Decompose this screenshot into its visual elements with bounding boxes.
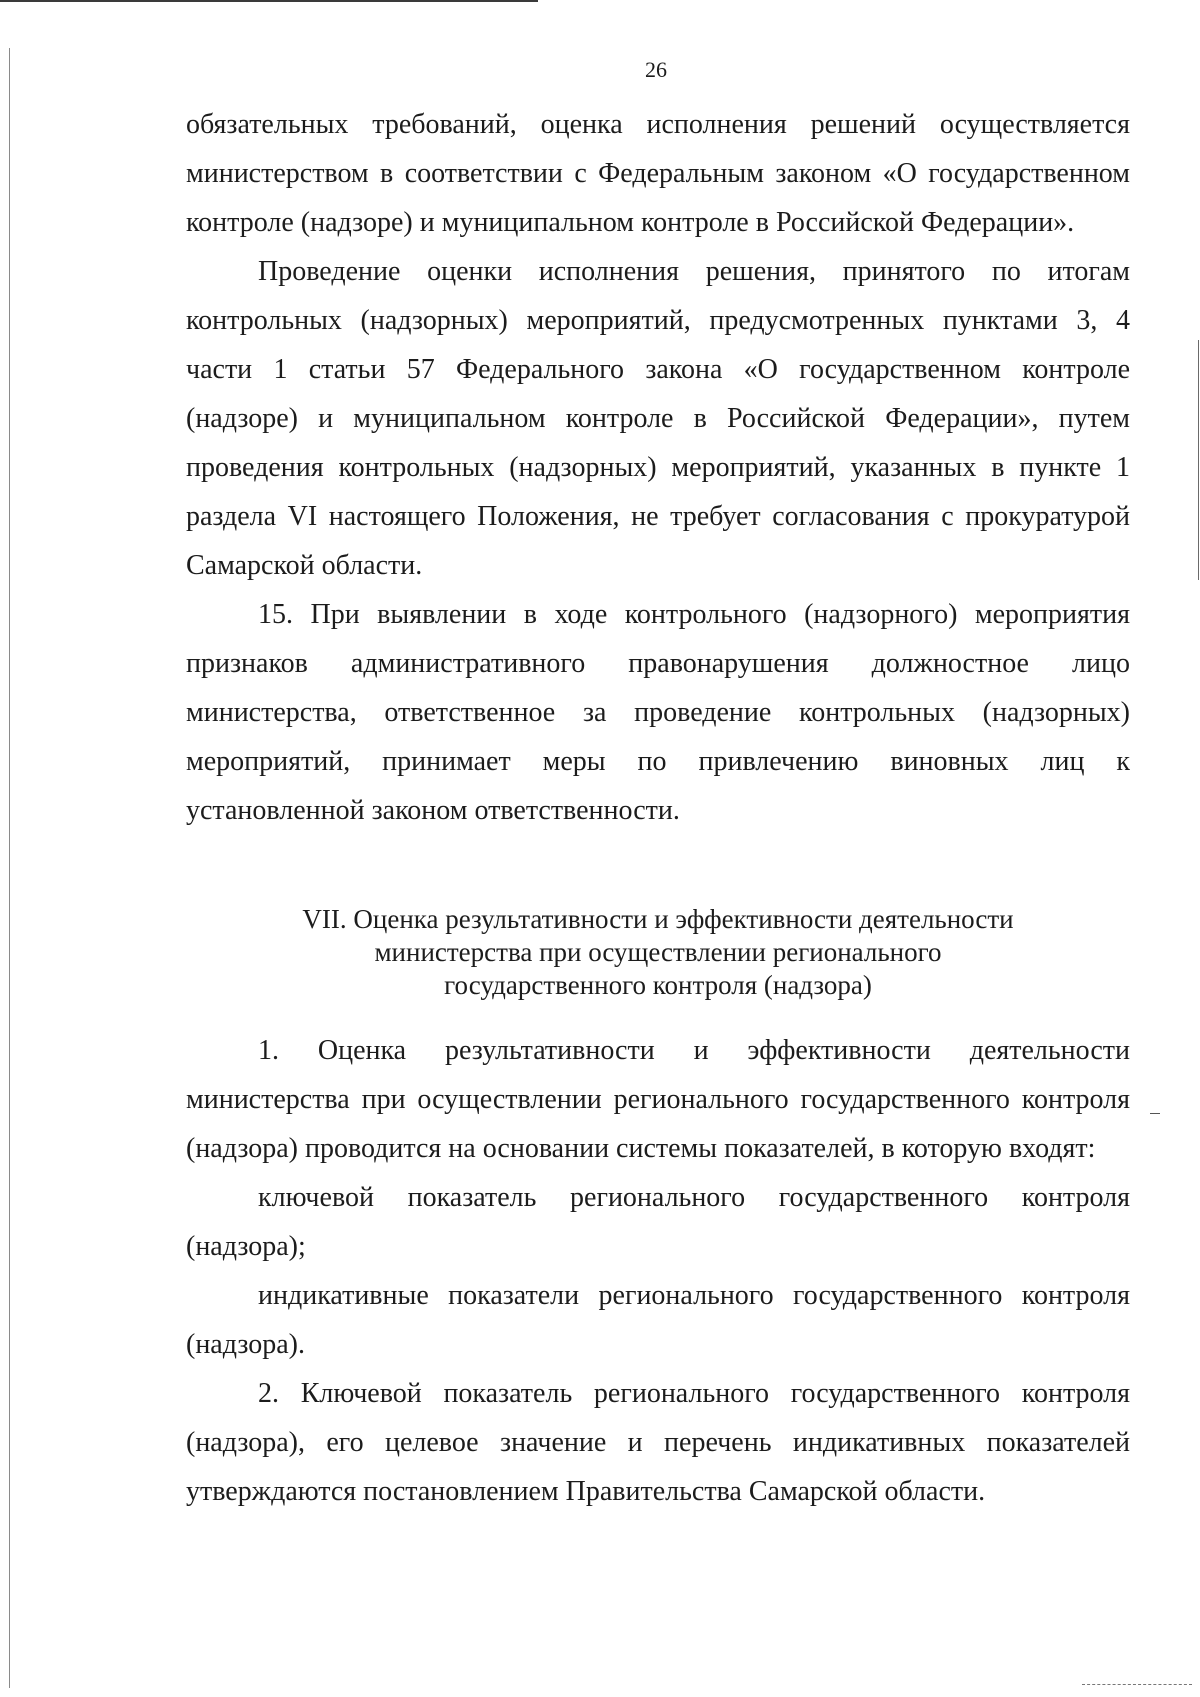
paragraph-item-15: 15. При выявлении в ходе контрольного (надзорного) мероприятия признаков административного правонарушения должностное лицо министерства, ответственное за проведение контрольных (надзорных) мероприятий, принимает меры по привлечению виновных лиц к установленной законом ответственности. <box>186 599 1130 826</box>
paragraph-item-1: 1. Оценка результативности и эффективности деятельности министерства при осуществлении регионального государственного контроля (надзора) проводится на основании системы показателей, в которую входят: <box>186 1035 1130 1164</box>
scan-edge-right <box>1198 340 1199 580</box>
paragraph-assessment: Проведение оценки исполнения решения, принятого по итогам контрольных (надзорных) мероприятий, предусмотренных пунктами 3, 4 части 1 статьи 57 Федерального закона «О государственном контроле (надзоре) и муниципальном контроле в Российской Федерации», путем проведения контрольных (надзорных) мероприятий, указанных в пункте 1 раздела VI настоящего Положения, не требует согласования с прокуратурой Самарской области. <box>186 256 1130 581</box>
section-heading <box>186 903 1130 1002</box>
page-number: 26 <box>645 57 667 82</box>
paragraph-key-indicator: ключевой показатель регионального государственного контроля (надзора); <box>186 1182 1130 1262</box>
paragraph-item-2: 2. Ключевой показатель регионального государственного контроля (надзора), его целевое значение и перечень индикативных показателей утверждаются постановлением Правительства Самарской области. <box>186 1378 1130 1507</box>
paragraph-continuation: обязательных требований, оценка исполнения решений осуществляется министерством в соответствии с Федеральным законом «О государственном контроле (надзоре) и муниципальном контроле в Российской Федерации». <box>186 109 1130 238</box>
section-heading-line: VII. Оценка результативности и эффективности деятельности <box>302 904 1014 934</box>
section-heading-line: государственного контроля (надзора) <box>444 970 872 1000</box>
scan-edge-left <box>9 48 10 1688</box>
document-body <box>186 100 1130 1516</box>
scan-mark <box>1150 1113 1160 1114</box>
scan-edge-top <box>0 0 538 2</box>
scan-edge-bottom <box>1082 1684 1192 1685</box>
paragraph-indicative-indicators: индикативные показатели регионального государственного контроля (надзора). <box>186 1280 1130 1360</box>
section-heading-line: министерства при осуществлении регионального <box>374 937 942 967</box>
